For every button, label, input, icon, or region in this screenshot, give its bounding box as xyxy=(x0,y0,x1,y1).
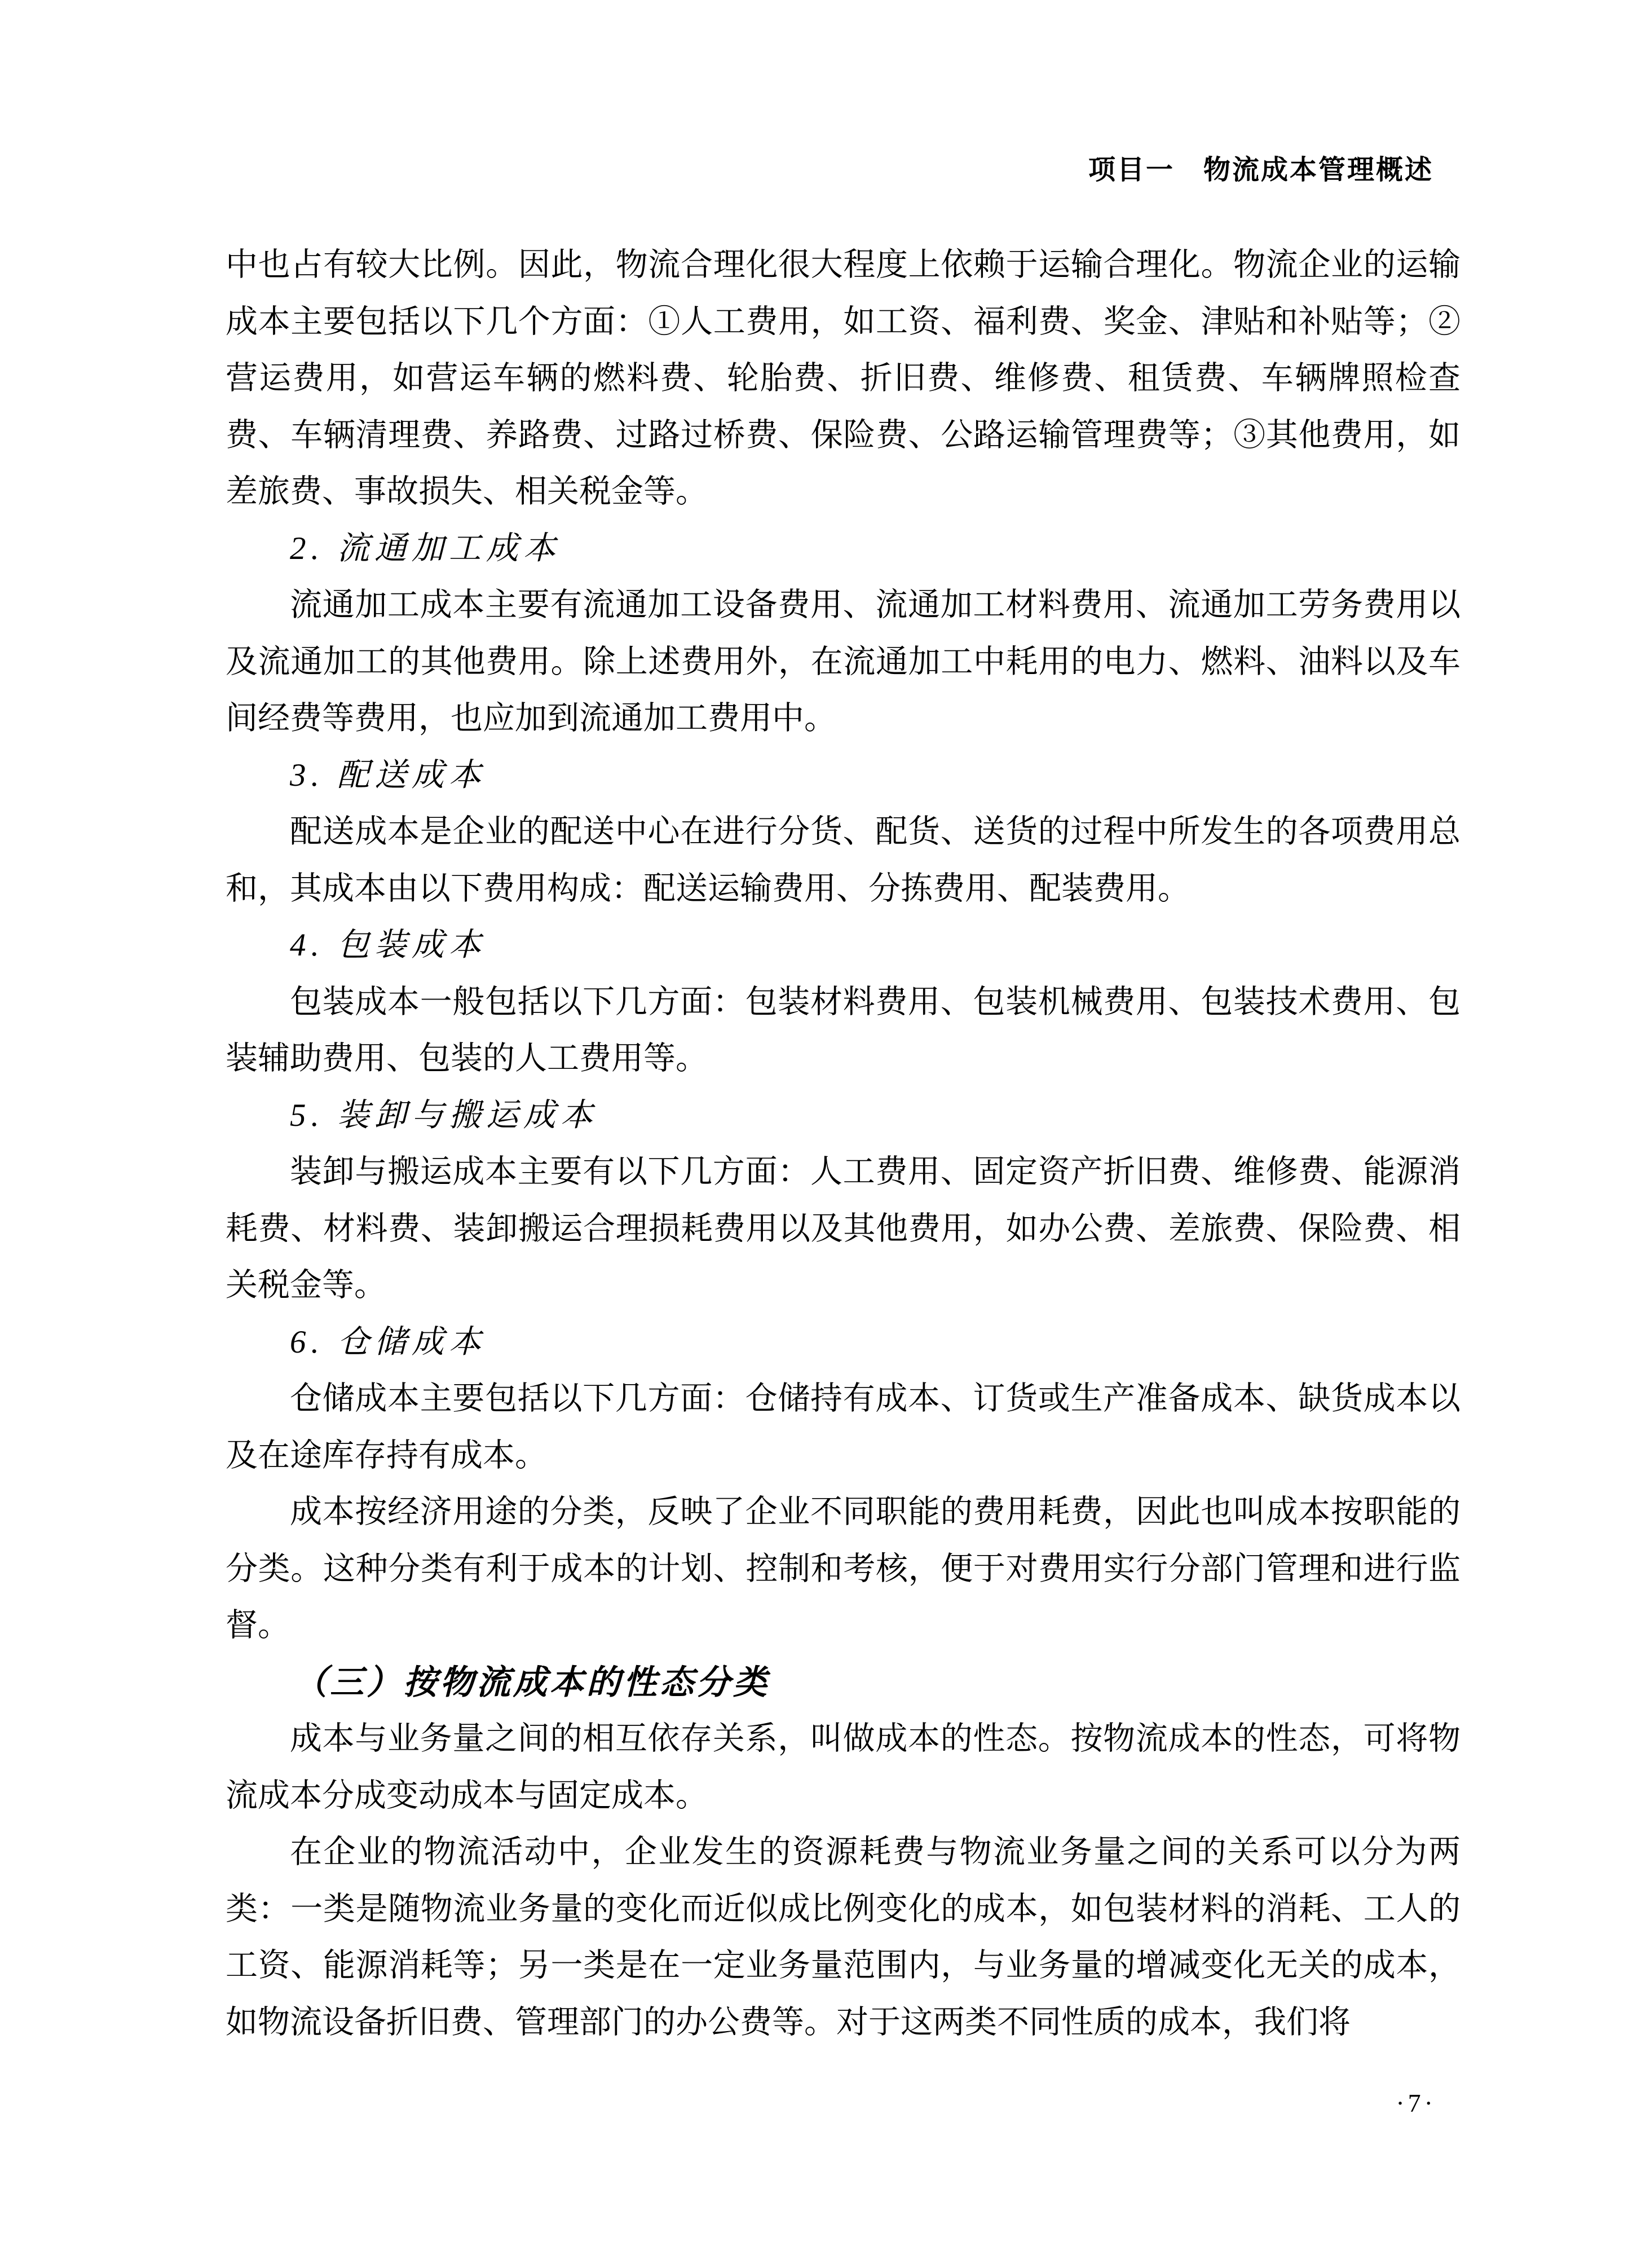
paragraph-packaging-cost: 包装成本一般包括以下几方面：包装材料费用、包装机械费用、包装技术费用、包装辅助费用、包装的人工费用等。 xyxy=(226,984,1461,1076)
paragraph-transport-cost-continuation: 中也占有较大比例。因此，物流合理化很大程度上依赖于运输合理化。物流企业的运输成本主要包括以下几个方面：①人工费用，如工资、福利费、奖金、津贴和补贴等；②营运费用，如营运车辆的燃料费、轮胎费、折旧费、维修费、租赁费、车辆牌照检查费、车辆清理费、养路费、过路过桥费、保险费、公路运输管理费等；③其他费用，如差旅费、事故损失、相关税金等。 xyxy=(226,247,1461,509)
paragraph-variable-fixed-cost: 在企业的物流活动中，企业发生的资源耗费与物流业务量之间的关系可以分为两类：一类是随物流业务量的变化而近似成比例变化的成本，如包装材料的消耗、工人的工资、能源消耗等；另一类是在一定业务量范围内，与业务量的增减变化无关的成本，如物流设备折旧费、管理部门的办公费等。对于这两类不同性质的成本，我们将 xyxy=(226,1834,1461,2040)
heading-distribution-cost: 3. 配送成本 xyxy=(290,757,486,793)
paragraph-classification-by-function: 成本按经济用途的分类，反映了企业不同职能的费用耗费，因此也叫成本按职能的分类。这种分类有利于成本的计划、控制和考核，便于对费用实行分部门管理和进行监督。 xyxy=(226,1494,1461,1643)
section-heading-cost-behavior-classification: （三）按物流成本的性态分类 xyxy=(293,1663,770,1701)
paragraph-circulation-processing-cost: 流通加工成本主要有流通加工设备费用、流通加工材料费用、流通加工劳务费用以及流通加工的其他费用。除上述费用外，在流通加工中耗用的电力、燃料、油料以及车间经费等费用，也应加到流通加工费用中。 xyxy=(226,587,1461,736)
heading-packaging-cost: 4. 包装成本 xyxy=(290,927,486,963)
paragraph-loading-handling-cost: 装卸与搬运成本主要有以下几方面：人工费用、固定资产折旧费、维修费、能源消耗费、材料费、装卸搬运合理损耗费用以及其他费用，如办公费、差旅费、保险费、相关税金等。 xyxy=(226,1154,1461,1303)
heading-circulation-processing-cost: 2. 流通加工成本 xyxy=(290,530,561,566)
heading-warehousing-cost: 6. 仓储成本 xyxy=(290,1324,486,1360)
paragraph-distribution-cost: 配送成本是企业的配送中心在进行分货、配货、送货的过程中所发生的各项费用总和，其成本由以下费用构成：配送运输费用、分拣费用、配装费用。 xyxy=(226,814,1461,906)
paragraph-cost-behavior-definition: 成本与业务量之间的相互依存关系，叫做成本的性态。按物流成本的性态，可将物流成本分成变动成本与固定成本。 xyxy=(226,1721,1461,1813)
page-body xyxy=(226,237,1461,2051)
heading-loading-handling-cost: 5. 装卸与搬运成本 xyxy=(290,1097,598,1133)
paragraph-warehousing-cost: 仓储成本主要包括以下几方面：仓储持有成本、订货或生产准备成本、缺货成本以及在途库存持有成本。 xyxy=(226,1381,1461,1473)
page-number: ·7· xyxy=(1396,2089,1436,2117)
running-header: 项目一 物流成本管理概述 xyxy=(1088,155,1433,185)
